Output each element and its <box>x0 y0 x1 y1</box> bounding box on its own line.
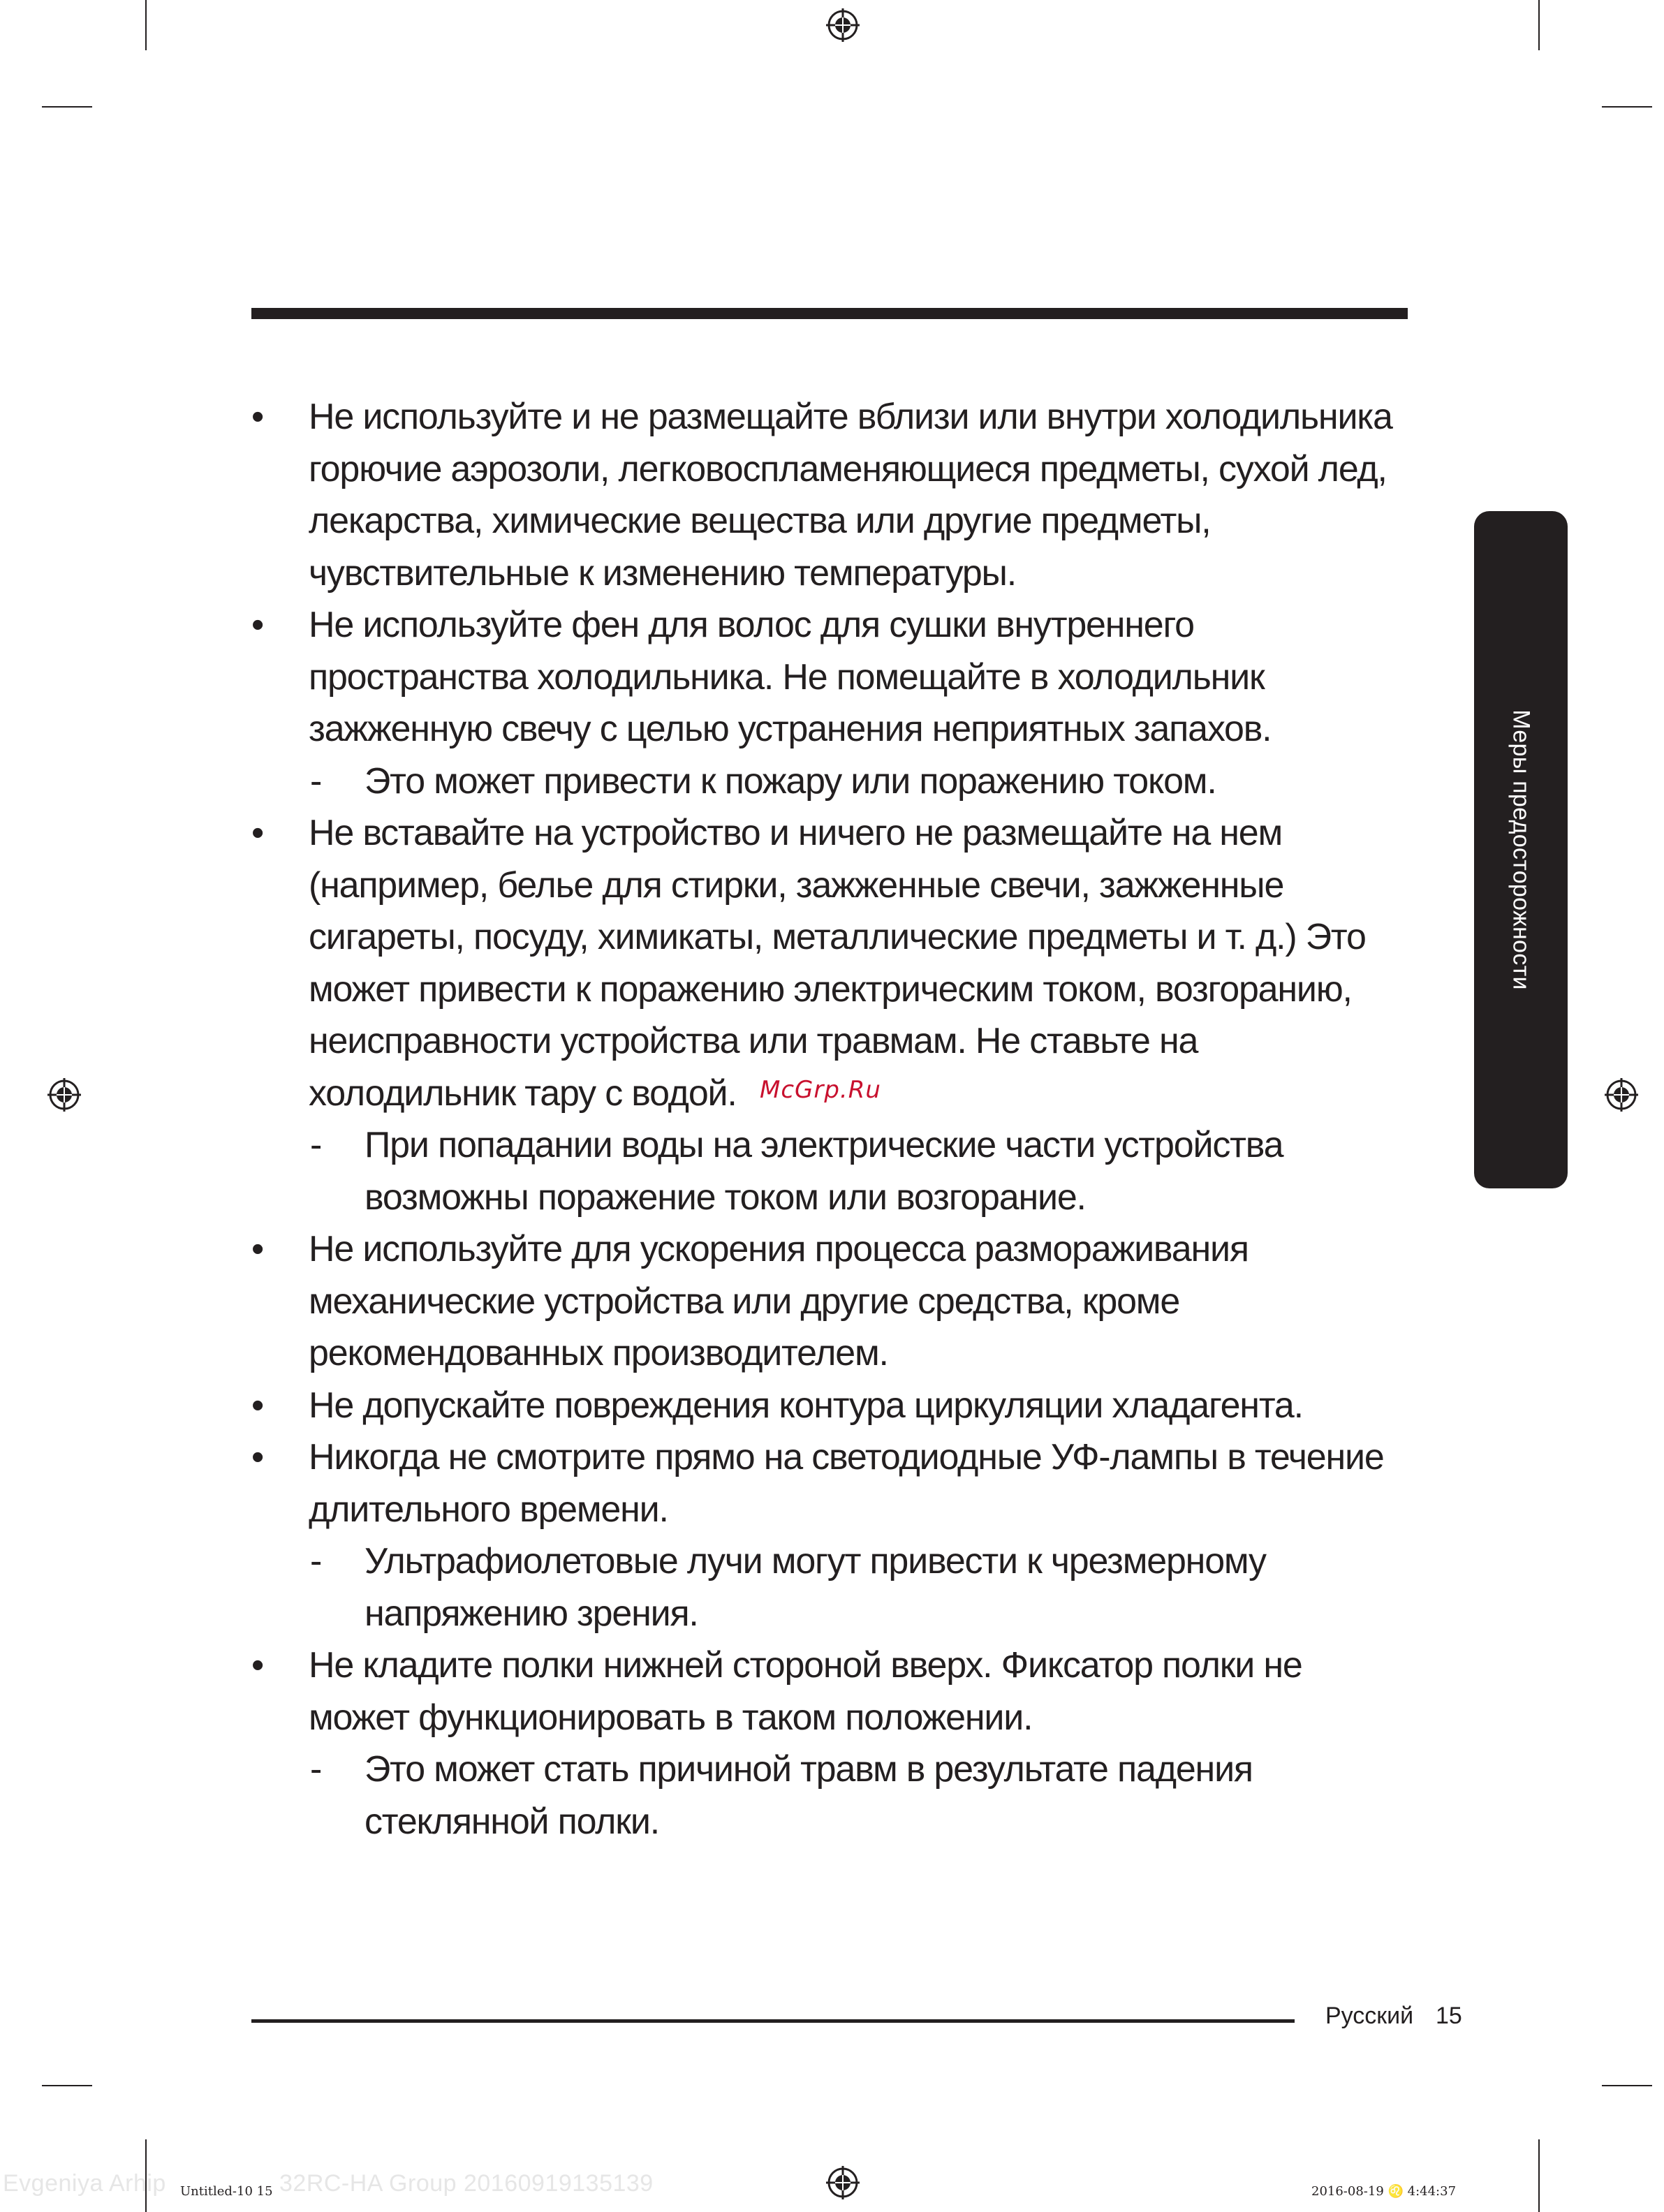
list-item-text: Не кладите полки нижней стороной вверх. Фиксатор полки не может функционировать в таком положении. <box>309 1645 1302 1738</box>
crop-mark-top-left <box>145 0 147 50</box>
section-tab-label: Меры предосторожности <box>1508 709 1535 990</box>
dash: - <box>310 1125 322 1165</box>
crop-mark-top-right-h <box>1602 106 1652 108</box>
slug-file: Untitled-10 15 <box>180 2184 273 2199</box>
dash: - <box>310 760 322 802</box>
dash: - <box>310 1541 322 1581</box>
sub-item-text: Это может стать причиной травм в результате падения стеклянной полки. <box>365 1749 1253 1842</box>
list-item-text: Не используйте фен для волос для сушки внутреннего пространства холодильника. Не помещайте в холодильник зажженную свечу с целью устранения неприятных запахов. <box>309 605 1272 749</box>
bullet: • <box>251 1229 264 1269</box>
bullet: • <box>251 813 264 853</box>
list-item <box>251 807 1411 1119</box>
list-item <box>251 1639 1411 1743</box>
slug-ghost-text: Evgeniya Arhip <box>3 2170 166 2197</box>
registration-mark-right <box>1603 1077 1640 1113</box>
registration-mark-bottom <box>825 2165 861 2201</box>
list-item-text: Никогда не смотрите прямо на светодиодные УФ-лампы в течение длительного времени. <box>309 1437 1384 1530</box>
header-rule <box>251 308 1408 319</box>
list-item-text: Не используйте для ускорения процесса размораживания механические устройства или другие средства, кроме рекомендованных производителем. <box>309 1229 1249 1373</box>
bullet: • <box>251 1645 264 1686</box>
crop-mark-bottom-right <box>1538 2139 1540 2212</box>
footer-language: Русский <box>1325 2003 1414 2029</box>
sub-item-text: Ультрафиолетовые лучи могут привести к чрезмерному напряжению зрения. <box>365 1541 1266 1634</box>
crop-mark-bottom-right-h <box>1602 2085 1652 2086</box>
registration-mark-top <box>825 7 861 43</box>
slug-ghost-tail: 32RC-HA Group 20160919135139 <box>279 2170 654 2197</box>
list-item-text: Не допускайте повреждения контура циркуляции хладагента. <box>309 1385 1303 1426</box>
footer-rule <box>251 2019 1295 2023</box>
sub-item-text: Это может привести к пожару или поражению током. <box>365 760 1216 802</box>
list-item <box>251 1380 1411 1432</box>
list-item-text: Не используйте и не размещайте вблизи или внутри холодильника горючие аэрозоли, легковоспламеняющиеся предметы, сухой лед, лекарства, химические вещества или другие предметы, чувствительные к изменению температуры. <box>309 397 1392 593</box>
crop-mark-top-left-h <box>42 106 92 108</box>
bullet: • <box>251 1385 264 1426</box>
list-item-text: Не вставайте на устройство и ничего не размещайте на нем (например, белье для стирки, зажженные свечи, зажженные сигареты, посуду, химикаты, металлические предметы и т. д.) Это может привести к поражению электрическим током, возгоранию, неисправности устройства или травмам. Не ставьте на холодильник тару с водой. <box>309 813 1366 1114</box>
sub-item <box>251 1743 1411 1848</box>
list-item <box>251 391 1411 599</box>
safety-precautions-list <box>251 391 1411 1848</box>
crop-mark-bottom-left-h <box>42 2085 92 2086</box>
sub-item <box>251 755 1411 808</box>
section-tab <box>1474 511 1568 1188</box>
bullet: • <box>251 397 264 437</box>
sub-item <box>251 1535 1411 1639</box>
crop-mark-top-right <box>1538 0 1540 50</box>
watermark: McGrp.Ru <box>760 1076 881 1104</box>
list-item <box>251 599 1411 755</box>
list-item <box>251 1431 1411 1535</box>
sub-item <box>251 1119 1411 1223</box>
list-item <box>251 1223 1411 1380</box>
bullet: • <box>251 1437 264 1477</box>
dash: - <box>310 1749 322 1790</box>
sub-item-text: При попадании воды на электрические части устройства возможны поражение током или возгорание. <box>365 1125 1283 1218</box>
slug-timestamp: 2016-08-19 ♌ 4:44:37 <box>1311 2184 1457 2199</box>
page-number: 15 <box>1436 2003 1462 2029</box>
bullet: • <box>251 605 264 645</box>
registration-mark-left <box>46 1077 82 1113</box>
